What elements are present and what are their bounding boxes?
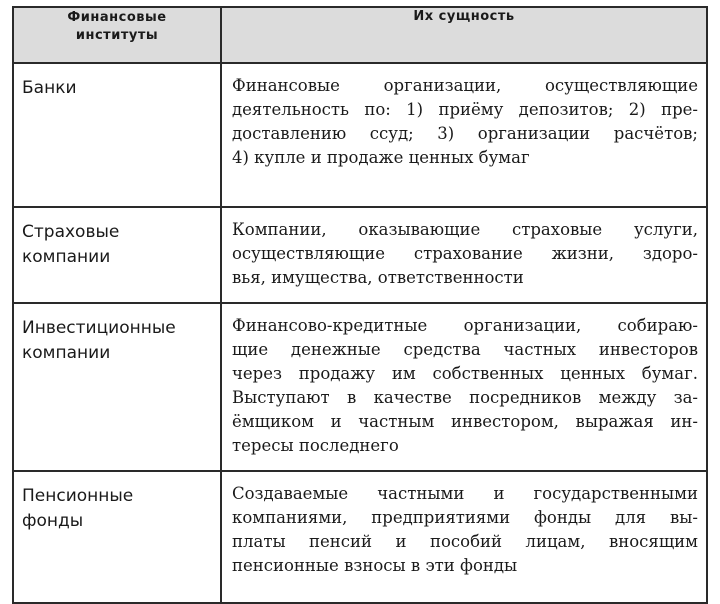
institute-cell bbox=[13, 207, 221, 303]
institute-name-line2: фонды bbox=[22, 511, 84, 531]
description-line: Компании, оказывающие страховые услуги, bbox=[232, 220, 698, 239]
header-institutions-line1: Финансовые bbox=[67, 10, 167, 25]
description-cell bbox=[221, 63, 707, 207]
header-essence-label: Их сущность bbox=[413, 9, 515, 24]
header-cell-essence bbox=[221, 7, 707, 63]
description-line: платы пенсий и пособий лицам, вносящим bbox=[232, 532, 698, 551]
institute-cell bbox=[13, 303, 221, 471]
description-line: пенсионные взносы в эти фонды bbox=[232, 556, 518, 575]
table-row-insurance bbox=[13, 207, 707, 303]
description-line: 4) купле и продаже ценных бумаг bbox=[232, 148, 530, 167]
institute-name-line2: компании bbox=[22, 343, 111, 363]
financial-institutions-table bbox=[12, 6, 708, 604]
description-line: Выступают в качестве посредников между за- bbox=[232, 388, 698, 407]
description-line: осуществляющие страхование жизни, здоро- bbox=[232, 244, 698, 263]
header-cell-institutions bbox=[13, 7, 221, 63]
description-line: компаниями, предприятиями фонды для вы- bbox=[232, 508, 698, 527]
description-line: через продажу им собственных ценных бумаг. bbox=[232, 364, 698, 383]
description-line: Финансово-кредитные организации, собираю- bbox=[232, 316, 698, 335]
description-cell bbox=[221, 471, 707, 603]
institute-name-line1: Страховые bbox=[22, 222, 120, 242]
table-row-investment bbox=[13, 303, 707, 471]
description-line: Создаваемые частными и государственными bbox=[232, 484, 698, 503]
description-cell bbox=[221, 303, 707, 471]
institute-cell bbox=[13, 471, 221, 603]
institute-name-line1: Пенсионные bbox=[22, 486, 134, 506]
table-row-pension bbox=[13, 471, 707, 603]
table-header-row bbox=[13, 7, 707, 63]
institute-name-line1: Инвестиционные bbox=[22, 318, 176, 338]
description-line: щие денежные средства частных инвесторов bbox=[232, 340, 698, 359]
description-line: деятельность по: 1) приёму депозитов; 2) пре- bbox=[232, 100, 698, 119]
description-cell bbox=[221, 207, 707, 303]
institute-name-line2: компании bbox=[22, 247, 111, 267]
description-line: ёмщиком и частным инвестором, выражая ин- bbox=[232, 412, 698, 431]
description-line: доставлению ссуд; 3) организации расчётов; bbox=[232, 124, 698, 143]
description-line: вья, имущества, ответственности bbox=[232, 268, 524, 287]
institute-name: Банки bbox=[22, 78, 77, 98]
table-row-banks bbox=[13, 63, 707, 207]
header-institutions-line2: институты bbox=[75, 28, 159, 43]
institute-cell bbox=[13, 63, 221, 207]
description-line: Финансовые организации, осуществляющие bbox=[232, 76, 698, 95]
description-line: тересы последнего bbox=[232, 436, 399, 455]
